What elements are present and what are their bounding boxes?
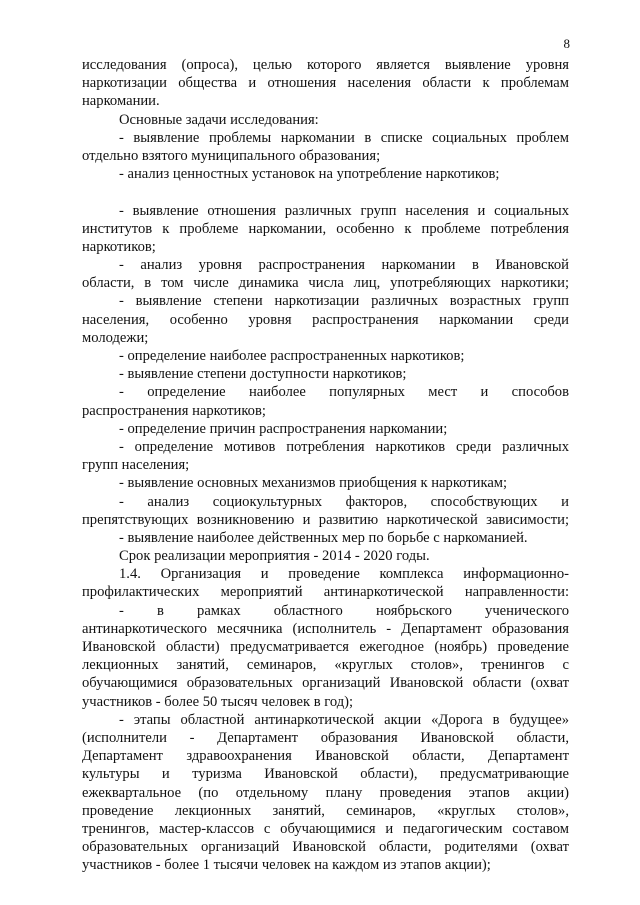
text-line: Ивановской области) предусматривается ежегодное (ноябрь) проведение (82, 639, 569, 655)
text-line: населения, особенно уровня распространения наркомании среди (82, 311, 569, 328)
text-line: культуры и туризма Ивановской области), предусматривающие (82, 766, 569, 783)
text-line: молодежи; (82, 329, 149, 346)
blank-line (82, 183, 569, 201)
text-line: препятствующих возникновению и развитию наркотической зависимости; (82, 511, 569, 528)
text-line: - выявление степени доступности наркотиков; (119, 366, 407, 383)
text-line: ежеквартальное (по отдельному плану проведения этапов акции) (82, 784, 569, 801)
text-line: наркотиков; (82, 238, 156, 255)
document-body (82, 56, 569, 874)
text-line: - определение наиболее популярных мест и способов (119, 384, 569, 401)
text-line: обучающимися образовательных организаций Ивановской области (охват (82, 675, 569, 692)
text-line: Департамент здравоохранения Ивановской области, Департамент (82, 748, 569, 765)
text-line: тренингов, мастер-классов с обучающимися и педагогическим составом (82, 820, 569, 837)
text-line: участников - более 50 тысяч человек в год); (82, 693, 354, 710)
text-line: наркотизации общества и отношения населения области к проблемам (82, 75, 569, 92)
text-line: - определение мотивов потребления наркотиков среди различных (119, 438, 569, 455)
text-line: наркомании. (82, 93, 160, 110)
text-line: - выявление проблемы наркомании в списке социальных проблем (119, 129, 569, 146)
text-line: - выявление отношения различных групп населения и социальных (119, 202, 569, 219)
text-line: профилактических мероприятий антинаркотической направленности: (82, 584, 569, 601)
text-line: - определение причин распространения наркомании; (119, 420, 448, 437)
text-line: лекционных занятий, семинаров, «круглых столов», тренингов с (82, 657, 569, 674)
text-line: исследования (опроса), целью которого является выявление уровня (82, 57, 569, 73)
text-line: антинаркотического месячника (исполнитель - Департамент образования (82, 620, 569, 637)
text-line: Основные задачи исследования: (119, 111, 319, 128)
text-line: - анализ уровня распространения наркомании в Ивановской (119, 257, 569, 274)
text-line: участников - более 1 тысячи человек на каждом из этапов акции); (82, 857, 491, 874)
text-line: - выявление основных механизмов приобщения к наркотикам; (119, 475, 508, 492)
text-line: распространения наркотиков; (82, 402, 266, 419)
text-line: - этапы областной антинаркотической акции «Дорога в будущее» (119, 711, 569, 728)
page-number: 8 (563, 36, 570, 51)
text-line: - анализ социокультурных факторов, способствующих и (119, 493, 569, 510)
text-line: 1.4. Организация и проведение комплекса информационно- (119, 566, 569, 583)
text-line: образовательных организаций Ивановской области, родителями (охват (82, 839, 569, 856)
text-line: отдельно взятого муниципального образования; (82, 147, 381, 164)
text-line: Срок реализации мероприятия - 2014 - 2020 годы. (119, 548, 430, 565)
text-line: области, в том числе динамика числа лиц, употребляющих наркотики; (82, 275, 569, 292)
text-line: проведение лекционных занятий, семинаров, «круглых столов», (82, 802, 569, 819)
text-line: - определение наиболее распространенных наркотиков; (119, 348, 465, 364)
text-line: институтов к проблеме наркомании, особенно к проблеме потребления (82, 220, 569, 237)
text-line: - анализ ценностных установок на употребление наркотиков; (119, 166, 500, 183)
text-line: - выявление степени наркотизации различных возрастных групп (119, 293, 569, 310)
text-line: (исполнители - Департамент образования Ивановской области, (82, 729, 569, 746)
text-line: групп населения; (82, 457, 190, 474)
text-line: - в рамках областного ноябрьского ученического (119, 602, 569, 619)
text-line: - выявление наиболее действенных мер по борьбе с наркоманией. (119, 529, 528, 546)
